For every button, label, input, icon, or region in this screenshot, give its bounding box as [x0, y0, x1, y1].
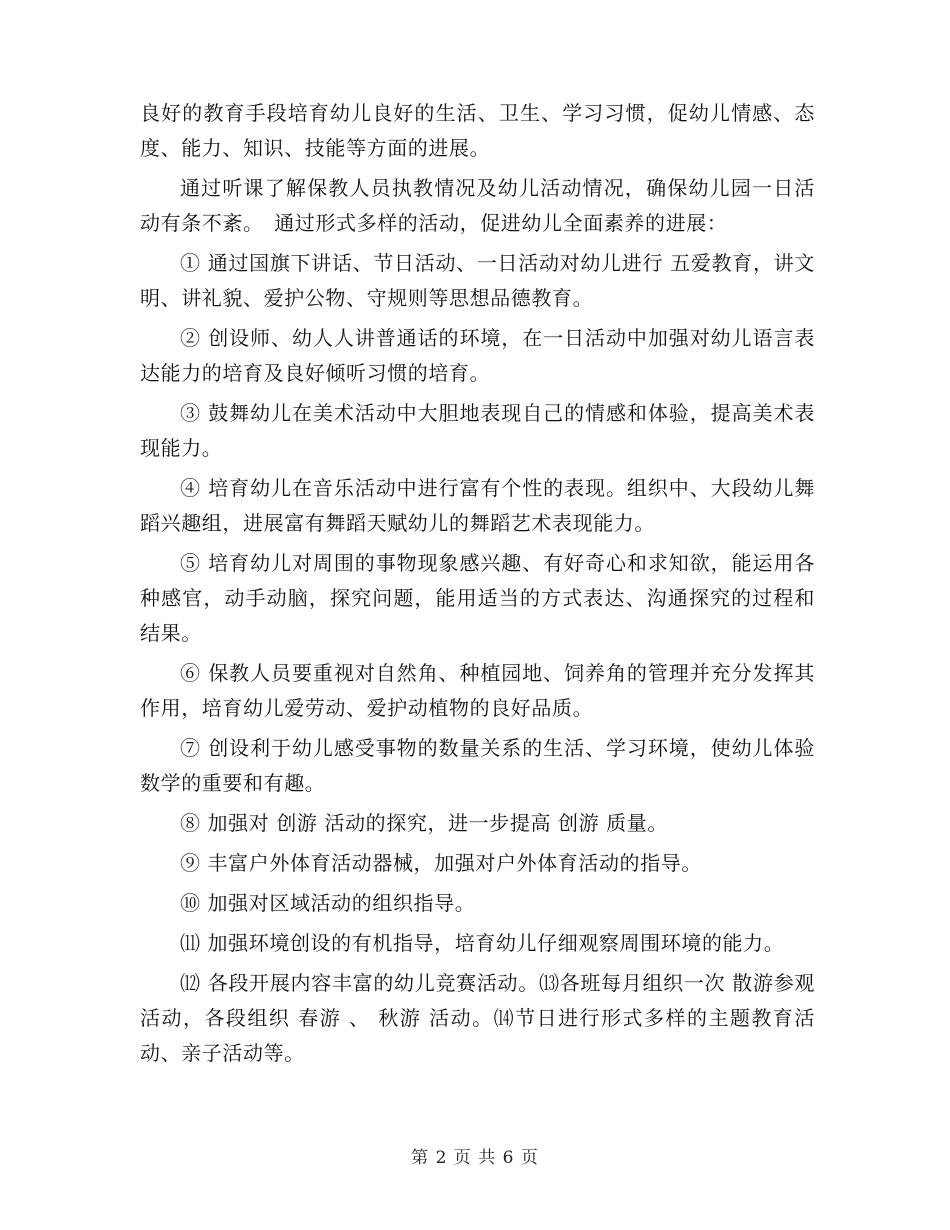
document-body: [140, 96, 815, 1076]
paragraph-observation: 通过听课了解保教人员执教情况及幼儿活动情况，确保幼儿园一日活动有条不紊。 通过形式多样的活动，促进幼儿全面素养的进展：: [140, 176, 815, 235]
paragraph-item-8: ⑧ 加强对 创游 活动的探究，进一步提高 创游 质量。: [180, 811, 668, 835]
paragraph-item-6: ⑥ 保教人员要重视对自然角、种植园地、饲养角的管理并充分发挥其作用，培育幼儿爱劳动、爱护动植物的良好品质。: [140, 661, 815, 720]
paragraph-intro-continuation: 良好的教育手段培育幼儿良好的生活、卫生、学习习惯，促幼儿情感、态度、能力、知识、技能等方面的进展。: [140, 101, 815, 160]
paragraph-item-11: ⑾ 加强环境创设的有机指导，培育幼儿仔细观察周围环境的能力。: [180, 931, 785, 955]
paragraph-item-10: ⑩ 加强对区域活动的组织指导。: [180, 891, 476, 915]
paragraph-item-2: ② 创设师、幼人人讲普通话的环境，在一日活动中加强对幼儿语言表达能力的培育及良好倾听习惯的培育。: [140, 326, 815, 385]
paragraph-item-1: ① 通过国旗下讲话、节日活动、一日活动对幼儿进行 五爱教育，讲文明、讲礼貌、爱护公物、守规则等思想品德教育。: [140, 251, 815, 310]
page-number-footer: 第 2 页 共 6 页: [411, 1148, 539, 1168]
paragraph-item-5: ⑤ 培育幼儿对周围的事物现象感兴趣、有好奇心和求知欲，能运用各种感官，动手动脑，探究问题，能用适当的方式表达、沟通探究的过程和结果。: [140, 551, 815, 645]
paragraph-item-3: ③ 鼓舞幼儿在美术活动中大胆地表现自己的情感和体验，提高美术表现能力。: [140, 401, 815, 460]
paragraph-item-12-14: ⑿ 各段开展内容丰富的幼儿竞赛活动。⒀各班每月组织一次 散游参观活动，各段组织 春游 、 秋游 活动。⒁节日进行形式多样的主题教育活动、亲子活动等。: [140, 971, 815, 1065]
paragraph-item-7: ⑦ 创设利于幼儿感受事物的数量关系的生活、学习环境，使幼儿体验数学的重要和有趣。: [140, 736, 815, 795]
paragraph-item-9: ⑨ 丰富户外体育活动器械，加强对户外体育活动的指导。: [180, 851, 702, 875]
paragraph-item-4: ④ 培育幼儿在音乐活动中进行富有个性的表现。组织中、大段幼儿舞蹈兴趣组，进展富有舞蹈天赋幼儿的舞蹈艺术表现能力。: [140, 476, 815, 535]
